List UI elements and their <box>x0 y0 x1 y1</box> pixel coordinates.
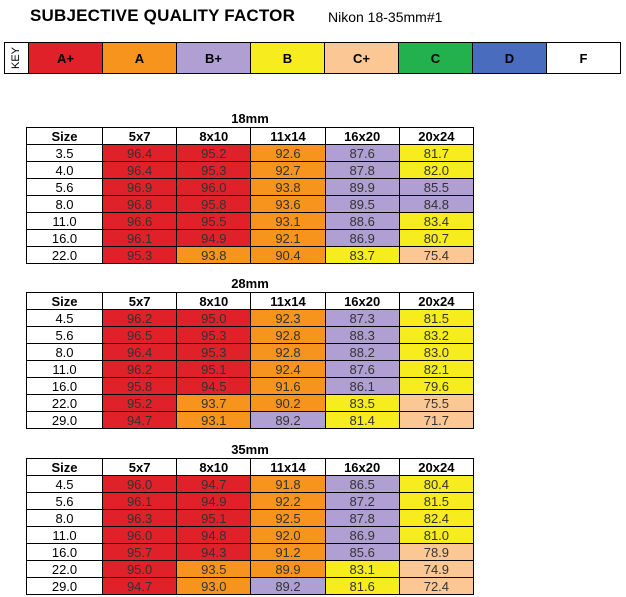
quality-value-cell: 96.1 <box>103 230 177 247</box>
table-row <box>27 378 474 395</box>
column-header: 8x10 <box>177 128 251 145</box>
column-header: 8x10 <box>177 459 251 476</box>
quality-value-cell: 93.6 <box>251 196 325 213</box>
size-cell: 16.0 <box>27 544 103 561</box>
size-cell: 22.0 <box>27 561 103 578</box>
size-cell: 29.0 <box>27 412 103 429</box>
table-row <box>27 395 474 412</box>
quality-value-cell: 83.1 <box>325 561 399 578</box>
size-cell: 4.5 <box>27 310 103 327</box>
table-row <box>27 213 474 230</box>
quality-value-cell: 81.5 <box>399 310 473 327</box>
quality-value-cell: 95.8 <box>103 378 177 395</box>
quality-value-cell: 87.8 <box>325 162 399 179</box>
quality-value-cell: 94.9 <box>177 493 251 510</box>
quality-value-cell: 89.9 <box>251 561 325 578</box>
quality-value-cell: 87.8 <box>325 510 399 527</box>
quality-value-cell: 80.7 <box>399 230 473 247</box>
column-header: 20x24 <box>399 293 473 310</box>
size-cell: 11.0 <box>27 361 103 378</box>
quality-value-cell: 92.4 <box>251 361 325 378</box>
quality-value-cell: 82.4 <box>399 510 473 527</box>
quality-value-cell: 80.4 <box>399 476 473 493</box>
quality-value-cell: 93.8 <box>251 179 325 196</box>
quality-value-cell: 82.1 <box>399 361 473 378</box>
table-row <box>27 179 474 196</box>
quality-value-cell: 89.9 <box>325 179 399 196</box>
quality-value-cell: 87.6 <box>325 361 399 378</box>
quality-value-cell: 94.3 <box>177 544 251 561</box>
size-cell: 8.0 <box>27 196 103 213</box>
quality-value-cell: 90.4 <box>251 247 325 264</box>
key-label-text: KEY <box>10 46 23 70</box>
quality-value-cell: 81.0 <box>399 527 473 544</box>
quality-value-cell: 96.0 <box>103 527 177 544</box>
key-grade-f: F <box>547 43 620 73</box>
quality-value-cell: 92.5 <box>251 510 325 527</box>
table-row <box>27 196 474 213</box>
quality-value-cell: 91.6 <box>251 378 325 395</box>
size-cell: 22.0 <box>27 247 103 264</box>
quality-value-cell: 83.4 <box>399 213 473 230</box>
quality-value-cell: 93.1 <box>177 412 251 429</box>
column-header: 20x24 <box>399 459 473 476</box>
quality-value-cell: 81.4 <box>325 412 399 429</box>
quality-value-cell: 89.5 <box>325 196 399 213</box>
quality-value-cell: 92.0 <box>251 527 325 544</box>
table-row <box>27 527 474 544</box>
table-title: 28mm <box>231 276 269 291</box>
quality-value-cell: 96.4 <box>103 145 177 162</box>
quality-value-cell: 87.6 <box>325 145 399 162</box>
table-row <box>27 327 474 344</box>
quality-value-cell: 92.6 <box>251 145 325 162</box>
table-row <box>27 493 474 510</box>
quality-table <box>26 292 474 429</box>
quality-value-cell: 92.8 <box>251 327 325 344</box>
quality-value-cell: 83.2 <box>399 327 473 344</box>
quality-value-cell: 79.6 <box>399 378 473 395</box>
table-row <box>27 561 474 578</box>
quality-value-cell: 96.6 <box>103 213 177 230</box>
size-cell: 11.0 <box>27 213 103 230</box>
table-row <box>27 578 474 595</box>
table-row <box>27 544 474 561</box>
quality-value-cell: 89.2 <box>251 578 325 595</box>
quality-value-cell: 95.1 <box>177 510 251 527</box>
column-header: 5x7 <box>103 459 177 476</box>
column-header: Size <box>27 459 103 476</box>
quality-value-cell: 93.1 <box>251 213 325 230</box>
size-cell: 22.0 <box>27 395 103 412</box>
quality-value-cell: 87.3 <box>325 310 399 327</box>
quality-value-cell: 84.8 <box>399 196 473 213</box>
column-header: Size <box>27 293 103 310</box>
quality-value-cell: 93.0 <box>177 578 251 595</box>
quality-value-cell: 94.7 <box>103 412 177 429</box>
column-header: 5x7 <box>103 128 177 145</box>
column-header: 8x10 <box>177 293 251 310</box>
column-header: 20x24 <box>399 128 473 145</box>
size-cell: 29.0 <box>27 578 103 595</box>
quality-value-cell: 96.4 <box>103 162 177 179</box>
quality-value-cell: 93.7 <box>177 395 251 412</box>
column-header: Size <box>27 128 103 145</box>
key-label <box>5 43 29 73</box>
quality-value-cell: 94.7 <box>177 476 251 493</box>
quality-value-cell: 91.2 <box>251 544 325 561</box>
quality-value-cell: 96.5 <box>103 327 177 344</box>
key-grade-c: C <box>399 43 473 73</box>
header-row <box>27 128 474 145</box>
quality-value-cell: 95.3 <box>177 344 251 361</box>
size-cell: 5.6 <box>27 179 103 196</box>
page-title: SUBJECTIVE QUALITY FACTOR <box>30 6 296 25</box>
quality-value-cell: 92.3 <box>251 310 325 327</box>
quality-value-cell: 96.2 <box>103 361 177 378</box>
quality-value-cell: 86.1 <box>325 378 399 395</box>
table-section-18mm <box>26 110 474 264</box>
table-row <box>27 247 474 264</box>
quality-value-cell: 88.3 <box>325 327 399 344</box>
quality-value-cell: 96.9 <box>103 179 177 196</box>
quality-value-cell: 95.0 <box>103 561 177 578</box>
key-grade-d: D <box>473 43 547 73</box>
size-cell: 5.6 <box>27 327 103 344</box>
size-cell: 4.5 <box>27 476 103 493</box>
header-row <box>27 293 474 310</box>
header-row <box>27 459 474 476</box>
quality-value-cell: 75.5 <box>399 395 473 412</box>
key-grade-b: B <box>251 43 325 73</box>
quality-value-cell: 95.2 <box>103 395 177 412</box>
quality-value-cell: 75.4 <box>399 247 473 264</box>
key-grade-a-plus: A+ <box>29 43 103 73</box>
quality-value-cell: 86.9 <box>325 527 399 544</box>
size-cell: 5.6 <box>27 493 103 510</box>
quality-value-cell: 87.2 <box>325 493 399 510</box>
column-header: 16x20 <box>325 293 399 310</box>
quality-value-cell: 83.0 <box>399 344 473 361</box>
quality-value-cell: 92.8 <box>251 344 325 361</box>
quality-value-cell: 92.2 <box>251 493 325 510</box>
quality-table <box>26 458 474 595</box>
quality-value-cell: 96.2 <box>103 310 177 327</box>
quality-value-cell: 91.8 <box>251 476 325 493</box>
quality-value-cell: 81.6 <box>325 578 399 595</box>
size-cell: 11.0 <box>27 527 103 544</box>
quality-value-cell: 96.1 <box>103 493 177 510</box>
size-cell: 16.0 <box>27 378 103 395</box>
quality-value-cell: 94.9 <box>177 230 251 247</box>
quality-value-cell: 74.9 <box>399 561 473 578</box>
quality-value-cell: 82.0 <box>399 162 473 179</box>
lens-subtitle: Nikon 18-35mm#1 <box>328 9 443 25</box>
quality-value-cell: 93.5 <box>177 561 251 578</box>
quality-value-cell: 94.7 <box>103 578 177 595</box>
quality-value-cell: 83.7 <box>325 247 399 264</box>
size-cell: 16.0 <box>27 230 103 247</box>
quality-value-cell: 96.4 <box>103 344 177 361</box>
quality-value-cell: 72.4 <box>399 578 473 595</box>
table-row <box>27 476 474 493</box>
quality-value-cell: 86.9 <box>325 230 399 247</box>
table-row <box>27 412 474 429</box>
table-row <box>27 162 474 179</box>
column-header: 11x14 <box>251 128 325 145</box>
quality-value-cell: 71.7 <box>399 412 473 429</box>
quality-value-cell: 95.8 <box>177 196 251 213</box>
quality-value-cell: 81.7 <box>399 145 473 162</box>
size-cell: 4.0 <box>27 162 103 179</box>
quality-value-cell: 92.1 <box>251 230 325 247</box>
column-header: 16x20 <box>325 459 399 476</box>
column-header: 11x14 <box>251 293 325 310</box>
column-header: 16x20 <box>325 128 399 145</box>
table-section-28mm <box>26 275 474 429</box>
table-row <box>27 344 474 361</box>
quality-value-cell: 86.5 <box>325 476 399 493</box>
quality-value-cell: 85.6 <box>325 544 399 561</box>
key-grade-a: A <box>103 43 177 73</box>
table-row <box>27 310 474 327</box>
column-header: 11x14 <box>251 459 325 476</box>
quality-value-cell: 96.0 <box>103 476 177 493</box>
quality-value-cell: 94.8 <box>177 527 251 544</box>
table-row <box>27 361 474 378</box>
size-cell: 8.0 <box>27 344 103 361</box>
quality-value-cell: 95.2 <box>177 145 251 162</box>
quality-value-cell: 93.8 <box>177 247 251 264</box>
table-title: 35mm <box>231 442 269 457</box>
table-row <box>27 510 474 527</box>
quality-value-cell: 95.7 <box>103 544 177 561</box>
table-title: 18mm <box>231 111 269 126</box>
size-cell: 3.5 <box>27 145 103 162</box>
key-grade-c-plus: C+ <box>325 43 399 73</box>
quality-value-cell: 85.5 <box>399 179 473 196</box>
grade-key <box>4 42 621 74</box>
quality-value-cell: 95.3 <box>177 162 251 179</box>
quality-value-cell: 81.5 <box>399 493 473 510</box>
table-row <box>27 145 474 162</box>
table-row <box>27 230 474 247</box>
quality-value-cell: 78.9 <box>399 544 473 561</box>
quality-value-cell: 96.3 <box>103 510 177 527</box>
quality-value-cell: 89.2 <box>251 412 325 429</box>
quality-value-cell: 88.2 <box>325 344 399 361</box>
table-section-35mm <box>26 441 474 595</box>
size-cell: 8.0 <box>27 510 103 527</box>
quality-value-cell: 95.5 <box>177 213 251 230</box>
quality-value-cell: 83.5 <box>325 395 399 412</box>
quality-value-cell: 96.8 <box>103 196 177 213</box>
quality-value-cell: 95.3 <box>103 247 177 264</box>
quality-value-cell: 95.3 <box>177 327 251 344</box>
quality-value-cell: 90.2 <box>251 395 325 412</box>
key-grade-b-plus: B+ <box>177 43 251 73</box>
quality-value-cell: 95.0 <box>177 310 251 327</box>
quality-value-cell: 92.7 <box>251 162 325 179</box>
quality-value-cell: 88.6 <box>325 213 399 230</box>
quality-table <box>26 127 474 264</box>
quality-value-cell: 96.0 <box>177 179 251 196</box>
quality-value-cell: 94.5 <box>177 378 251 395</box>
quality-value-cell: 95.1 <box>177 361 251 378</box>
column-header: 5x7 <box>103 293 177 310</box>
